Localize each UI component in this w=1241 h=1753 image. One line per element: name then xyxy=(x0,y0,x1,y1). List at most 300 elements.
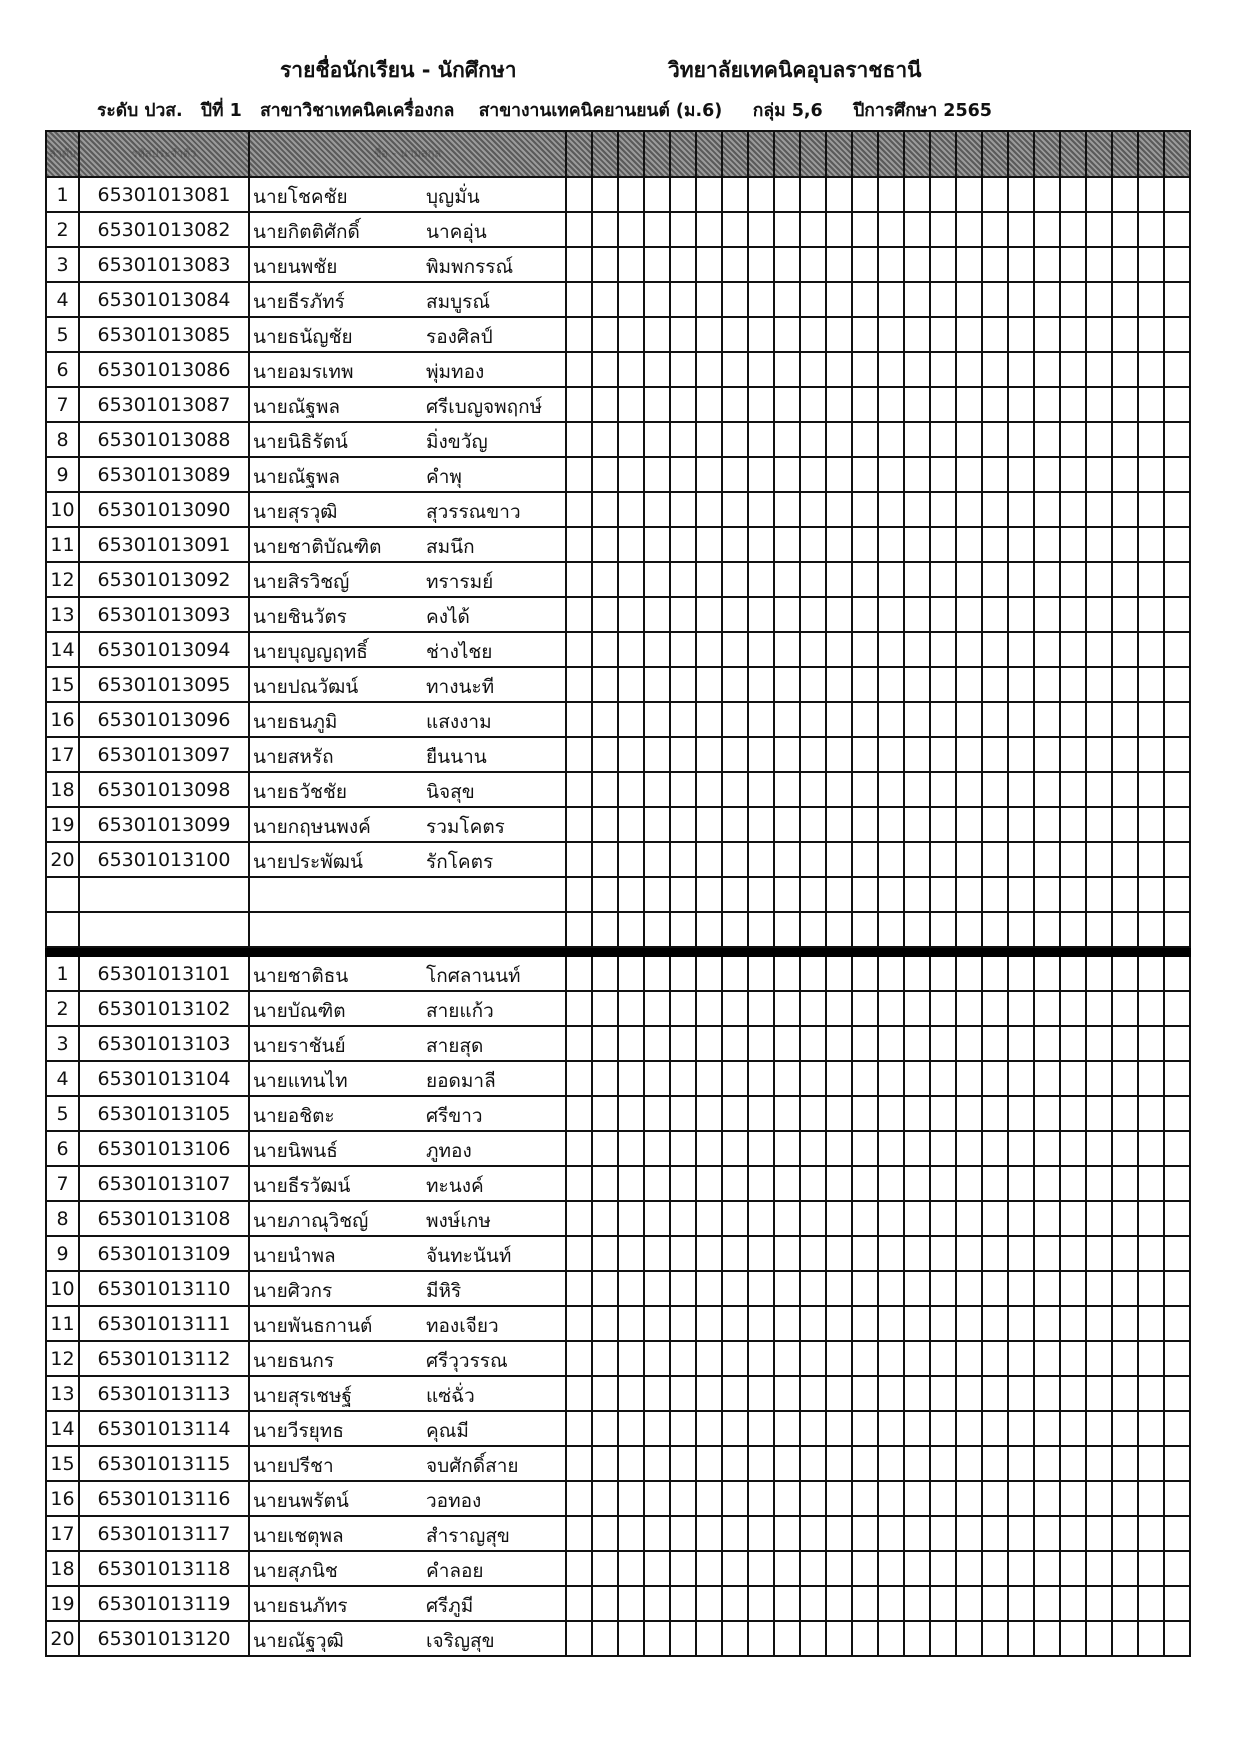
mark-cell[interactable] xyxy=(982,807,1008,842)
mark-cell[interactable] xyxy=(644,956,670,991)
mark-cell[interactable] xyxy=(748,667,774,702)
mark-cell[interactable] xyxy=(1138,1341,1164,1376)
mark-cell[interactable] xyxy=(982,1061,1008,1096)
mark-cell[interactable] xyxy=(566,457,592,492)
mark-cell[interactable] xyxy=(930,177,956,212)
mark-cell[interactable] xyxy=(800,1131,826,1166)
mark-cell[interactable] xyxy=(592,991,618,1026)
mark-cell[interactable] xyxy=(1008,422,1034,457)
mark-cell[interactable] xyxy=(982,1411,1008,1446)
mark-cell[interactable] xyxy=(722,912,748,947)
mark-cell[interactable] xyxy=(904,956,930,991)
mark-cell[interactable] xyxy=(774,1096,800,1131)
mark-cell[interactable] xyxy=(1138,842,1164,877)
mark-cell[interactable] xyxy=(1112,562,1138,597)
mark-cell[interactable] xyxy=(722,772,748,807)
mark-cell[interactable] xyxy=(878,1271,904,1306)
mark-cell[interactable] xyxy=(1060,842,1086,877)
mark-cell[interactable] xyxy=(722,1201,748,1236)
mark-cell[interactable] xyxy=(1164,1026,1190,1061)
mark-cell[interactable] xyxy=(566,247,592,282)
mark-cell[interactable] xyxy=(644,1131,670,1166)
mark-cell[interactable] xyxy=(748,1516,774,1551)
mark-cell[interactable] xyxy=(592,1236,618,1271)
mark-cell[interactable] xyxy=(722,1131,748,1166)
mark-cell[interactable] xyxy=(800,282,826,317)
mark-cell[interactable] xyxy=(852,387,878,422)
mark-cell[interactable] xyxy=(748,212,774,247)
mark-cell[interactable] xyxy=(618,247,644,282)
mark-cell[interactable] xyxy=(1034,492,1060,527)
mark-cell[interactable] xyxy=(852,877,878,912)
mark-cell[interactable] xyxy=(592,912,618,947)
mark-cell[interactable] xyxy=(1112,1271,1138,1306)
mark-cell[interactable] xyxy=(774,1166,800,1201)
mark-cell[interactable] xyxy=(1138,1621,1164,1656)
mark-cell[interactable] xyxy=(982,422,1008,457)
mark-cell[interactable] xyxy=(1164,772,1190,807)
mark-cell[interactable] xyxy=(1086,527,1112,562)
mark-cell[interactable] xyxy=(826,527,852,562)
mark-cell[interactable] xyxy=(748,1306,774,1341)
mark-cell[interactable] xyxy=(722,1586,748,1621)
mark-cell[interactable] xyxy=(1138,632,1164,667)
mark-cell[interactable] xyxy=(956,247,982,282)
mark-cell[interactable] xyxy=(592,492,618,527)
mark-cell[interactable] xyxy=(748,1341,774,1376)
mark-cell[interactable] xyxy=(592,562,618,597)
mark-cell[interactable] xyxy=(878,387,904,422)
mark-cell[interactable] xyxy=(1138,956,1164,991)
mark-cell[interactable] xyxy=(1138,1026,1164,1061)
mark-cell[interactable] xyxy=(1164,667,1190,702)
mark-cell[interactable] xyxy=(566,1446,592,1481)
mark-cell[interactable] xyxy=(930,457,956,492)
mark-cell[interactable] xyxy=(852,1341,878,1376)
mark-cell[interactable] xyxy=(1138,737,1164,772)
mark-cell[interactable] xyxy=(1008,807,1034,842)
mark-cell[interactable] xyxy=(1008,527,1034,562)
mark-cell[interactable] xyxy=(1060,1446,1086,1481)
mark-cell[interactable] xyxy=(670,352,696,387)
mark-cell[interactable] xyxy=(930,317,956,352)
mark-cell[interactable] xyxy=(566,177,592,212)
mark-cell[interactable] xyxy=(670,1271,696,1306)
mark-cell[interactable] xyxy=(1086,1551,1112,1586)
mark-cell[interactable] xyxy=(930,807,956,842)
mark-cell[interactable] xyxy=(1034,1166,1060,1201)
mark-cell[interactable] xyxy=(696,1061,722,1096)
mark-cell[interactable] xyxy=(1112,457,1138,492)
mark-cell[interactable] xyxy=(826,212,852,247)
mark-cell[interactable] xyxy=(982,1586,1008,1621)
mark-cell[interactable] xyxy=(1060,1166,1086,1201)
mark-cell[interactable] xyxy=(1164,1306,1190,1341)
mark-cell[interactable] xyxy=(1008,991,1034,1026)
mark-cell[interactable] xyxy=(800,807,826,842)
mark-cell[interactable] xyxy=(982,1446,1008,1481)
mark-cell[interactable] xyxy=(1164,1061,1190,1096)
mark-cell[interactable] xyxy=(1086,1236,1112,1271)
mark-cell[interactable] xyxy=(774,387,800,422)
mark-cell[interactable] xyxy=(852,842,878,877)
mark-cell[interactable] xyxy=(878,1096,904,1131)
mark-cell[interactable] xyxy=(644,457,670,492)
mark-cell[interactable] xyxy=(566,877,592,912)
mark-cell[interactable] xyxy=(930,492,956,527)
mark-cell[interactable] xyxy=(800,1621,826,1656)
mark-cell[interactable] xyxy=(566,282,592,317)
mark-cell[interactable] xyxy=(904,667,930,702)
mark-cell[interactable] xyxy=(696,991,722,1026)
mark-cell[interactable] xyxy=(670,422,696,457)
mark-cell[interactable] xyxy=(722,317,748,352)
mark-cell[interactable] xyxy=(904,212,930,247)
mark-cell[interactable] xyxy=(1112,1306,1138,1341)
mark-cell[interactable] xyxy=(644,1201,670,1236)
mark-cell[interactable] xyxy=(618,737,644,772)
mark-cell[interactable] xyxy=(1112,352,1138,387)
mark-cell[interactable] xyxy=(1164,912,1190,947)
mark-cell[interactable] xyxy=(1060,317,1086,352)
mark-cell[interactable] xyxy=(670,317,696,352)
mark-cell[interactable] xyxy=(1060,597,1086,632)
mark-cell[interactable] xyxy=(982,912,1008,947)
mark-cell[interactable] xyxy=(956,1446,982,1481)
mark-cell[interactable] xyxy=(1008,1201,1034,1236)
mark-cell[interactable] xyxy=(644,212,670,247)
mark-cell[interactable] xyxy=(878,702,904,737)
mark-cell[interactable] xyxy=(1112,632,1138,667)
mark-cell[interactable] xyxy=(592,1446,618,1481)
mark-cell[interactable] xyxy=(982,457,1008,492)
mark-cell[interactable] xyxy=(1086,772,1112,807)
mark-cell[interactable] xyxy=(1060,387,1086,422)
mark-cell[interactable] xyxy=(774,422,800,457)
mark-cell[interactable] xyxy=(1008,457,1034,492)
mark-cell[interactable] xyxy=(696,317,722,352)
mark-cell[interactable] xyxy=(618,1026,644,1061)
mark-cell[interactable] xyxy=(722,1411,748,1446)
mark-cell[interactable] xyxy=(670,1341,696,1376)
mark-cell[interactable] xyxy=(826,1236,852,1271)
mark-cell[interactable] xyxy=(722,177,748,212)
mark-cell[interactable] xyxy=(800,912,826,947)
mark-cell[interactable] xyxy=(800,1341,826,1376)
mark-cell[interactable] xyxy=(800,1236,826,1271)
mark-cell[interactable] xyxy=(566,1026,592,1061)
mark-cell[interactable] xyxy=(1086,1446,1112,1481)
mark-cell[interactable] xyxy=(566,1236,592,1271)
mark-cell[interactable] xyxy=(1034,562,1060,597)
mark-cell[interactable] xyxy=(696,1236,722,1271)
mark-cell[interactable] xyxy=(1060,991,1086,1026)
mark-cell[interactable] xyxy=(982,527,1008,562)
mark-cell[interactable] xyxy=(1164,1341,1190,1376)
mark-cell[interactable] xyxy=(800,1551,826,1586)
mark-cell[interactable] xyxy=(982,1621,1008,1656)
mark-cell[interactable] xyxy=(1164,1481,1190,1516)
mark-cell[interactable] xyxy=(1060,632,1086,667)
mark-cell[interactable] xyxy=(592,667,618,702)
mark-cell[interactable] xyxy=(670,212,696,247)
mark-cell[interactable] xyxy=(748,352,774,387)
mark-cell[interactable] xyxy=(592,956,618,991)
mark-cell[interactable] xyxy=(982,1551,1008,1586)
mark-cell[interactable] xyxy=(774,212,800,247)
mark-cell[interactable] xyxy=(1112,702,1138,737)
mark-cell[interactable] xyxy=(1034,177,1060,212)
mark-cell[interactable] xyxy=(852,352,878,387)
mark-cell[interactable] xyxy=(774,667,800,702)
mark-cell[interactable] xyxy=(644,632,670,667)
mark-cell[interactable] xyxy=(1112,1096,1138,1131)
mark-cell[interactable] xyxy=(852,1096,878,1131)
mark-cell[interactable] xyxy=(748,457,774,492)
mark-cell[interactable] xyxy=(592,1061,618,1096)
mark-cell[interactable] xyxy=(722,1026,748,1061)
mark-cell[interactable] xyxy=(670,702,696,737)
mark-cell[interactable] xyxy=(982,492,1008,527)
mark-cell[interactable] xyxy=(748,807,774,842)
mark-cell[interactable] xyxy=(800,387,826,422)
mark-cell[interactable] xyxy=(878,1586,904,1621)
mark-cell[interactable] xyxy=(1086,1271,1112,1306)
mark-cell[interactable] xyxy=(800,1516,826,1551)
mark-cell[interactable] xyxy=(1086,212,1112,247)
mark-cell[interactable] xyxy=(878,807,904,842)
mark-cell[interactable] xyxy=(696,212,722,247)
mark-cell[interactable] xyxy=(852,1411,878,1446)
mark-cell[interactable] xyxy=(800,1481,826,1516)
mark-cell[interactable] xyxy=(1112,527,1138,562)
mark-cell[interactable] xyxy=(1086,632,1112,667)
mark-cell[interactable] xyxy=(774,1341,800,1376)
mark-cell[interactable] xyxy=(878,632,904,667)
mark-cell[interactable] xyxy=(696,1271,722,1306)
mark-cell[interactable] xyxy=(592,597,618,632)
mark-cell[interactable] xyxy=(670,1481,696,1516)
mark-cell[interactable] xyxy=(774,737,800,772)
mark-cell[interactable] xyxy=(644,387,670,422)
mark-cell[interactable] xyxy=(852,702,878,737)
mark-cell[interactable] xyxy=(696,422,722,457)
mark-cell[interactable] xyxy=(1164,877,1190,912)
mark-cell[interactable] xyxy=(852,1481,878,1516)
mark-cell[interactable] xyxy=(930,1551,956,1586)
mark-cell[interactable] xyxy=(904,912,930,947)
mark-cell[interactable] xyxy=(904,562,930,597)
mark-cell[interactable] xyxy=(1060,912,1086,947)
mark-cell[interactable] xyxy=(1164,562,1190,597)
mark-cell[interactable] xyxy=(748,1586,774,1621)
mark-cell[interactable] xyxy=(878,282,904,317)
mark-cell[interactable] xyxy=(956,177,982,212)
mark-cell[interactable] xyxy=(1034,1341,1060,1376)
mark-cell[interactable] xyxy=(1086,702,1112,737)
mark-cell[interactable] xyxy=(618,1236,644,1271)
mark-cell[interactable] xyxy=(592,1271,618,1306)
mark-cell[interactable] xyxy=(852,1271,878,1306)
mark-cell[interactable] xyxy=(956,1481,982,1516)
mark-cell[interactable] xyxy=(696,842,722,877)
mark-cell[interactable] xyxy=(1008,702,1034,737)
mark-cell[interactable] xyxy=(748,282,774,317)
mark-cell[interactable] xyxy=(930,912,956,947)
mark-cell[interactable] xyxy=(722,842,748,877)
mark-cell[interactable] xyxy=(1060,1481,1086,1516)
mark-cell[interactable] xyxy=(1086,282,1112,317)
mark-cell[interactable] xyxy=(592,1306,618,1341)
mark-cell[interactable] xyxy=(1086,1061,1112,1096)
mark-cell[interactable] xyxy=(1034,737,1060,772)
mark-cell[interactable] xyxy=(878,991,904,1026)
mark-cell[interactable] xyxy=(1034,667,1060,702)
mark-cell[interactable] xyxy=(722,562,748,597)
mark-cell[interactable] xyxy=(774,807,800,842)
mark-cell[interactable] xyxy=(1112,1341,1138,1376)
mark-cell[interactable] xyxy=(904,457,930,492)
mark-cell[interactable] xyxy=(1060,352,1086,387)
mark-cell[interactable] xyxy=(1164,1621,1190,1656)
mark-cell[interactable] xyxy=(722,1166,748,1201)
mark-cell[interactable] xyxy=(696,877,722,912)
mark-cell[interactable] xyxy=(1060,1131,1086,1166)
mark-cell[interactable] xyxy=(1086,667,1112,702)
mark-cell[interactable] xyxy=(722,632,748,667)
mark-cell[interactable] xyxy=(1034,991,1060,1026)
mark-cell[interactable] xyxy=(1138,1376,1164,1411)
mark-cell[interactable] xyxy=(1008,1306,1034,1341)
mark-cell[interactable] xyxy=(1112,877,1138,912)
mark-cell[interactable] xyxy=(592,1516,618,1551)
mark-cell[interactable] xyxy=(670,1201,696,1236)
mark-cell[interactable] xyxy=(774,1621,800,1656)
mark-cell[interactable] xyxy=(1060,772,1086,807)
mark-cell[interactable] xyxy=(1138,1271,1164,1306)
mark-cell[interactable] xyxy=(1112,177,1138,212)
mark-cell[interactable] xyxy=(1086,1481,1112,1516)
mark-cell[interactable] xyxy=(826,352,852,387)
mark-cell[interactable] xyxy=(1034,282,1060,317)
mark-cell[interactable] xyxy=(774,352,800,387)
mark-cell[interactable] xyxy=(1060,807,1086,842)
mark-cell[interactable] xyxy=(1164,212,1190,247)
mark-cell[interactable] xyxy=(956,1026,982,1061)
mark-cell[interactable] xyxy=(670,1306,696,1341)
mark-cell[interactable] xyxy=(1008,1026,1034,1061)
mark-cell[interactable] xyxy=(644,1411,670,1446)
mark-cell[interactable] xyxy=(1034,387,1060,422)
mark-cell[interactable] xyxy=(878,597,904,632)
mark-cell[interactable] xyxy=(644,912,670,947)
mark-cell[interactable] xyxy=(748,842,774,877)
mark-cell[interactable] xyxy=(1112,1131,1138,1166)
mark-cell[interactable] xyxy=(1164,1376,1190,1411)
mark-cell[interactable] xyxy=(1034,1481,1060,1516)
mark-cell[interactable] xyxy=(592,702,618,737)
mark-cell[interactable] xyxy=(566,1201,592,1236)
mark-cell[interactable] xyxy=(618,842,644,877)
mark-cell[interactable] xyxy=(774,597,800,632)
mark-cell[interactable] xyxy=(670,1551,696,1586)
mark-cell[interactable] xyxy=(748,632,774,667)
mark-cell[interactable] xyxy=(722,1376,748,1411)
mark-cell[interactable] xyxy=(982,562,1008,597)
mark-cell[interactable] xyxy=(904,1026,930,1061)
mark-cell[interactable] xyxy=(826,387,852,422)
mark-cell[interactable] xyxy=(644,1621,670,1656)
mark-cell[interactable] xyxy=(878,247,904,282)
mark-cell[interactable] xyxy=(722,1446,748,1481)
mark-cell[interactable] xyxy=(696,1096,722,1131)
mark-cell[interactable] xyxy=(592,877,618,912)
mark-cell[interactable] xyxy=(852,177,878,212)
mark-cell[interactable] xyxy=(1060,527,1086,562)
mark-cell[interactable] xyxy=(566,807,592,842)
mark-cell[interactable] xyxy=(826,1341,852,1376)
mark-cell[interactable] xyxy=(722,597,748,632)
mark-cell[interactable] xyxy=(1060,562,1086,597)
mark-cell[interactable] xyxy=(748,527,774,562)
mark-cell[interactable] xyxy=(852,1586,878,1621)
mark-cell[interactable] xyxy=(852,1446,878,1481)
mark-cell[interactable] xyxy=(1138,562,1164,597)
mark-cell[interactable] xyxy=(722,702,748,737)
mark-cell[interactable] xyxy=(800,737,826,772)
mark-cell[interactable] xyxy=(722,1621,748,1656)
mark-cell[interactable] xyxy=(826,317,852,352)
mark-cell[interactable] xyxy=(826,1551,852,1586)
mark-cell[interactable] xyxy=(722,282,748,317)
mark-cell[interactable] xyxy=(826,1481,852,1516)
mark-cell[interactable] xyxy=(566,1411,592,1446)
mark-cell[interactable] xyxy=(930,1621,956,1656)
mark-cell[interactable] xyxy=(696,527,722,562)
mark-cell[interactable] xyxy=(800,1306,826,1341)
mark-cell[interactable] xyxy=(592,1341,618,1376)
mark-cell[interactable] xyxy=(618,991,644,1026)
mark-cell[interactable] xyxy=(644,1271,670,1306)
mark-cell[interactable] xyxy=(722,1096,748,1131)
mark-cell[interactable] xyxy=(566,597,592,632)
mark-cell[interactable] xyxy=(1008,1446,1034,1481)
mark-cell[interactable] xyxy=(722,877,748,912)
mark-cell[interactable] xyxy=(1008,177,1034,212)
mark-cell[interactable] xyxy=(644,1026,670,1061)
mark-cell[interactable] xyxy=(644,562,670,597)
mark-cell[interactable] xyxy=(748,1271,774,1306)
mark-cell[interactable] xyxy=(800,877,826,912)
mark-cell[interactable] xyxy=(618,212,644,247)
mark-cell[interactable] xyxy=(982,632,1008,667)
mark-cell[interactable] xyxy=(982,1131,1008,1166)
mark-cell[interactable] xyxy=(826,282,852,317)
mark-cell[interactable] xyxy=(904,352,930,387)
mark-cell[interactable] xyxy=(722,352,748,387)
mark-cell[interactable] xyxy=(696,956,722,991)
mark-cell[interactable] xyxy=(982,1376,1008,1411)
mark-cell[interactable] xyxy=(1008,1341,1034,1376)
mark-cell[interactable] xyxy=(644,1341,670,1376)
mark-cell[interactable] xyxy=(592,527,618,562)
mark-cell[interactable] xyxy=(1138,877,1164,912)
mark-cell[interactable] xyxy=(904,772,930,807)
mark-cell[interactable] xyxy=(1086,1306,1112,1341)
mark-cell[interactable] xyxy=(1164,1271,1190,1306)
mark-cell[interactable] xyxy=(904,1306,930,1341)
mark-cell[interactable] xyxy=(1008,912,1034,947)
